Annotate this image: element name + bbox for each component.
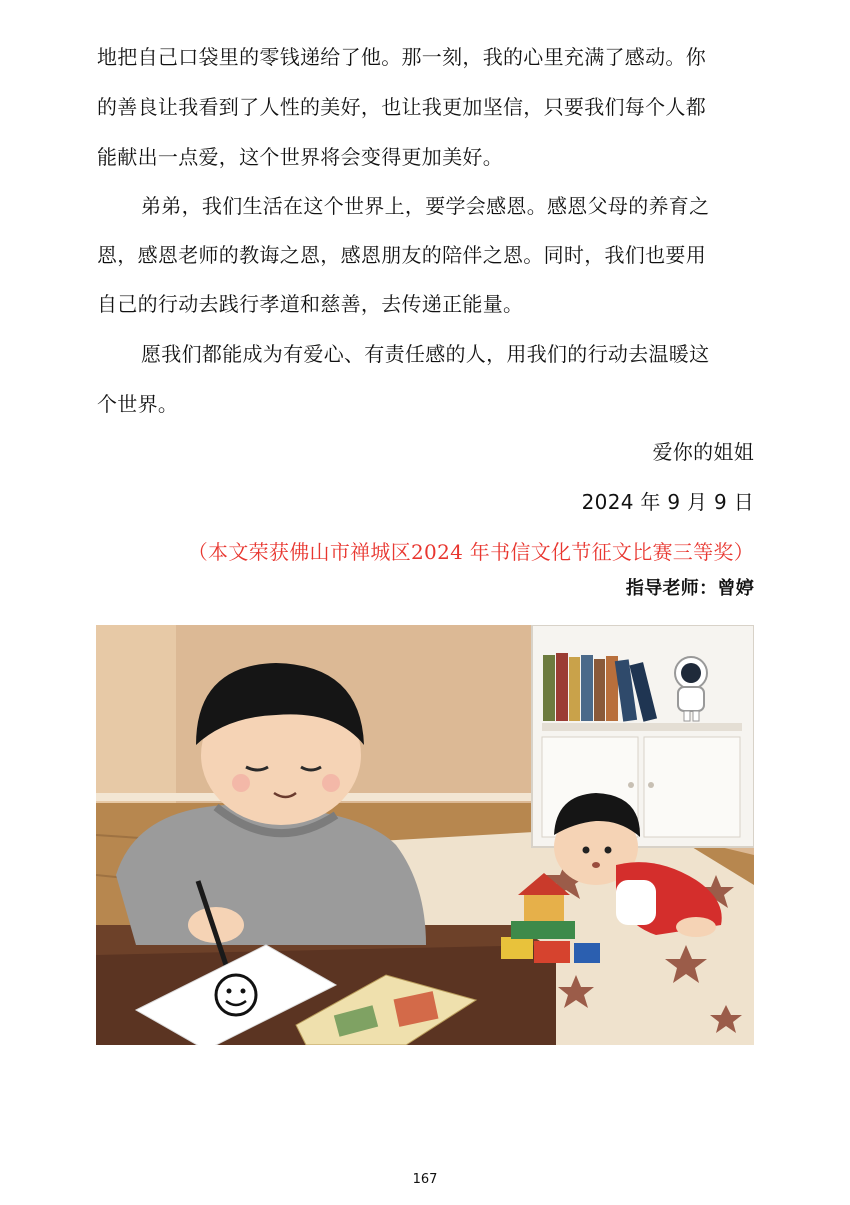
body-text-line: 个世界。 (97, 392, 179, 416)
body-text-line: 能献出一点爱，这个世界将会变得更加美好。 (97, 145, 503, 169)
award-note: （本文荣获佛山市禅城区2024 年书信文化节征文比赛三等奖） (187, 540, 754, 564)
body-text-line: 地把自己口袋里的零钱递给了他。那一刻，我的心里充满了感动。你 (97, 45, 706, 69)
letter-date: 2024 年 9 月 9 日 (581, 490, 754, 514)
teacher-credit: 指导老师：曾婷 (625, 578, 754, 599)
letter-signature: 爱你的姐姐 (652, 440, 754, 464)
body-text-line: 恩，感恩老师的教诲之恩，感恩朋友的陪伴之恩。同时，我们也要用 (97, 243, 706, 267)
body-text-line: 愿我们都能成为有爱心、有责任感的人，用我们的行动去温暖这 (141, 342, 710, 366)
body-text-line: 的善良让我看到了人性的美好，也让我更加坚信，只要我们每个人都 (97, 95, 706, 119)
body-text-line: 自己的行动去践行孝道和慈善，去传递正能量。 (97, 292, 524, 316)
illustration-boys-drawing (96, 625, 754, 1045)
body-text-line: 弟弟，我们生活在这个世界上，要学会感恩。感恩父母的养育之 (141, 194, 710, 218)
page-number: 167 (412, 1172, 438, 1187)
